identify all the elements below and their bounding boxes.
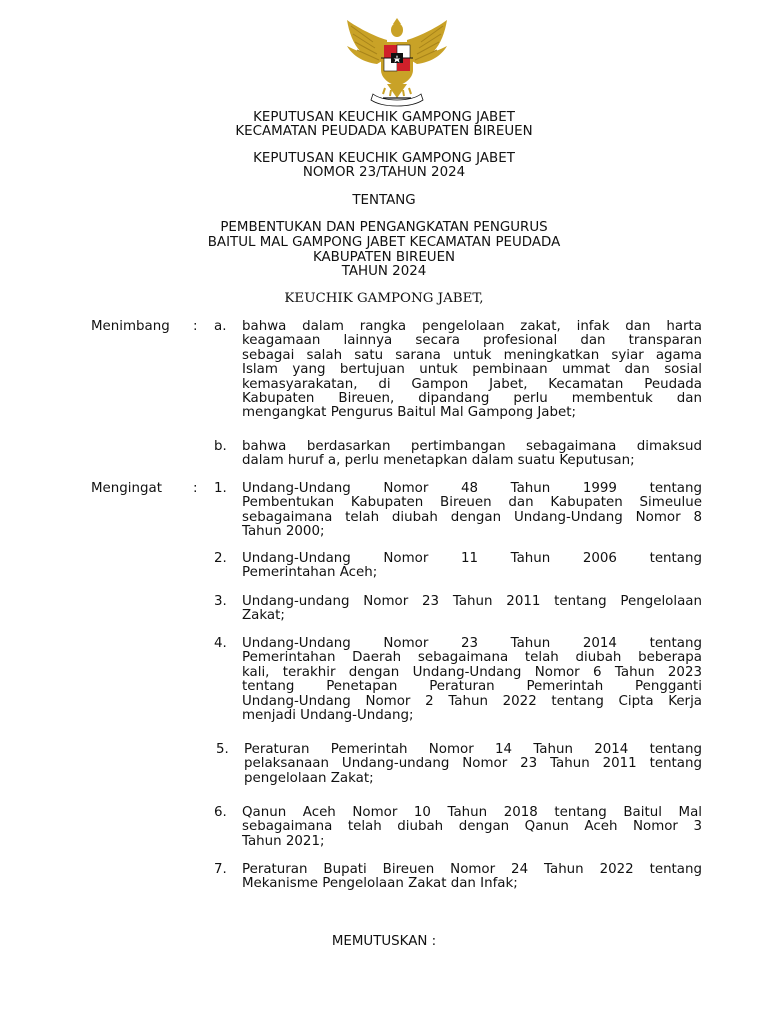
item-text [242, 482, 702, 540]
text-line: Qanun Aceh Nomor 10 Tahun 2018 tentang Baitul Mal [242, 805, 702, 820]
text-line: Tahun 2021; [242, 833, 325, 849]
text-line: Pemerintahan Aceh; [242, 565, 378, 581]
decree-issuer: KEUCHIK GAMPONG JABET, [284, 291, 484, 306]
text-line: Mekanisme Pengelolaan Zakat dan Infak; [242, 876, 518, 892]
item-marker: 6. [214, 805, 227, 820]
text-line: bahwa dalam rangka pengelolaan zakat, infak dan harta [242, 319, 702, 334]
item-text [244, 743, 702, 786]
text-line: Undang-Undang Nomor 11 Tahun 2006 tentang [242, 551, 702, 566]
text-line: tentang Penetapan Peraturan Pemerintah Pengganti [242, 679, 702, 695]
text-line: kemasyarakatan, di Gampon Jabet, Kecamatan Peudada [242, 376, 702, 392]
header-line-2: KECAMATAN PEUDADA KABUPATEN BIREUEN [235, 124, 533, 139]
decree-number: NOMOR 23/TAHUN 2024 [302, 165, 466, 180]
menimbang-colon: : [193, 319, 198, 334]
text-line: sebagai salah satu sarana untuk meningkatkan syiar agama [242, 347, 702, 363]
item-marker: 1. [214, 481, 227, 496]
text-line: Undang-Undang Nomor 48 Tahun 1999 tentang [242, 481, 702, 496]
text-line: Undang-undang Nomor 23 Tahun 2011 tentang Pengelolaan [242, 594, 702, 609]
text-line: keagamaan lainnya secara profesional dan transparan [242, 333, 702, 349]
text-line: Kabupaten Bireuen, dipandang perlu membentuk dan [242, 391, 702, 407]
text-line: sebagaimana telah diubah dengan Undang-Undang Nomor 8 [242, 509, 702, 525]
item-text [242, 806, 702, 849]
item-marker: b. [214, 439, 227, 454]
item-text [242, 863, 702, 892]
text-line: sebagaimana telah diubah dengan Qanun Aceh Nomor 3 [242, 819, 702, 835]
text-line: pelaksanaan Undang-undang Nomor 23 Tahun 2011 tentang [244, 756, 702, 772]
mengingat-colon: : [193, 481, 198, 496]
memutuskan-heading: MEMUTUSKAN : [331, 934, 437, 949]
item-text [242, 440, 702, 469]
item-marker: 5. [216, 742, 229, 757]
garuda-emblem-icon [343, 18, 451, 108]
decree-subject-line: PEMBENTUKAN DAN PENGANGKATAN PENGURUS [220, 220, 548, 235]
text-line: menjadi Undang-Undang; [242, 708, 414, 724]
text-line: pengelolaan Zakat; [244, 770, 374, 786]
decree-subject-line: BAITUL MAL GAMPONG JABET KECAMATAN PEUDADA [207, 235, 561, 250]
text-line: dalam huruf a, perlu menetapkan dalam suatu Keputusan; [242, 453, 635, 469]
item-marker: 3. [214, 594, 227, 609]
item-text [242, 320, 702, 421]
text-line: Peraturan Bupati Bireuen Nomor 24 Tahun 2022 tentang [242, 862, 702, 877]
header-line-1: KEPUTUSAN KEUCHIK GAMPONG JABET [253, 110, 515, 125]
item-marker: a. [214, 319, 227, 334]
item-text [242, 595, 702, 624]
item-text [242, 552, 702, 581]
text-line: kali, terakhir dengan Undang-Undang Nomor 6 Tahun 2023 [242, 664, 702, 680]
item-marker: 7. [214, 862, 227, 877]
text-line: Peraturan Pemerintah Nomor 14 Tahun 2014 tentang [244, 742, 702, 757]
text-line: Zakat; [242, 608, 285, 624]
decree-subject-line: TAHUN 2024 [341, 264, 427, 279]
text-line: Undang-Undang Nomor 23 Tahun 2014 tentang [242, 636, 702, 651]
text-line: Tahun 2000; [242, 524, 325, 540]
text-line: Pembentukan Kabupaten Bireuen dan Kabupaten Simeulue [242, 495, 702, 511]
menimbang-label: Menimbang [91, 319, 170, 334]
decree-subject-line: KABUPATEN BIREUEN [312, 250, 456, 265]
mengingat-label: Mengingat [91, 481, 162, 496]
item-text [242, 637, 702, 723]
item-marker: 4. [214, 636, 227, 651]
decree-title: KEPUTUSAN KEUCHIK GAMPONG JABET [253, 151, 515, 166]
text-line: Islam yang bertujuan untuk pembinaan ummat dan sosial [242, 362, 702, 378]
text-line: Pemerintahan Daerah sebagaimana telah diubah beberapa [242, 650, 702, 666]
item-marker: 2. [214, 551, 227, 566]
text-line: bahwa berdasarkan pertimbangan sebagaimana dimaksud [242, 439, 702, 454]
text-line: Undang-Undang Nomor 2 Tahun 2022 tentang Cipta Kerja [242, 693, 702, 709]
decree-about: TENTANG [352, 193, 416, 208]
text-line: mengangkat Pengurus Baitul Mal Gampong Jabet; [242, 405, 577, 421]
